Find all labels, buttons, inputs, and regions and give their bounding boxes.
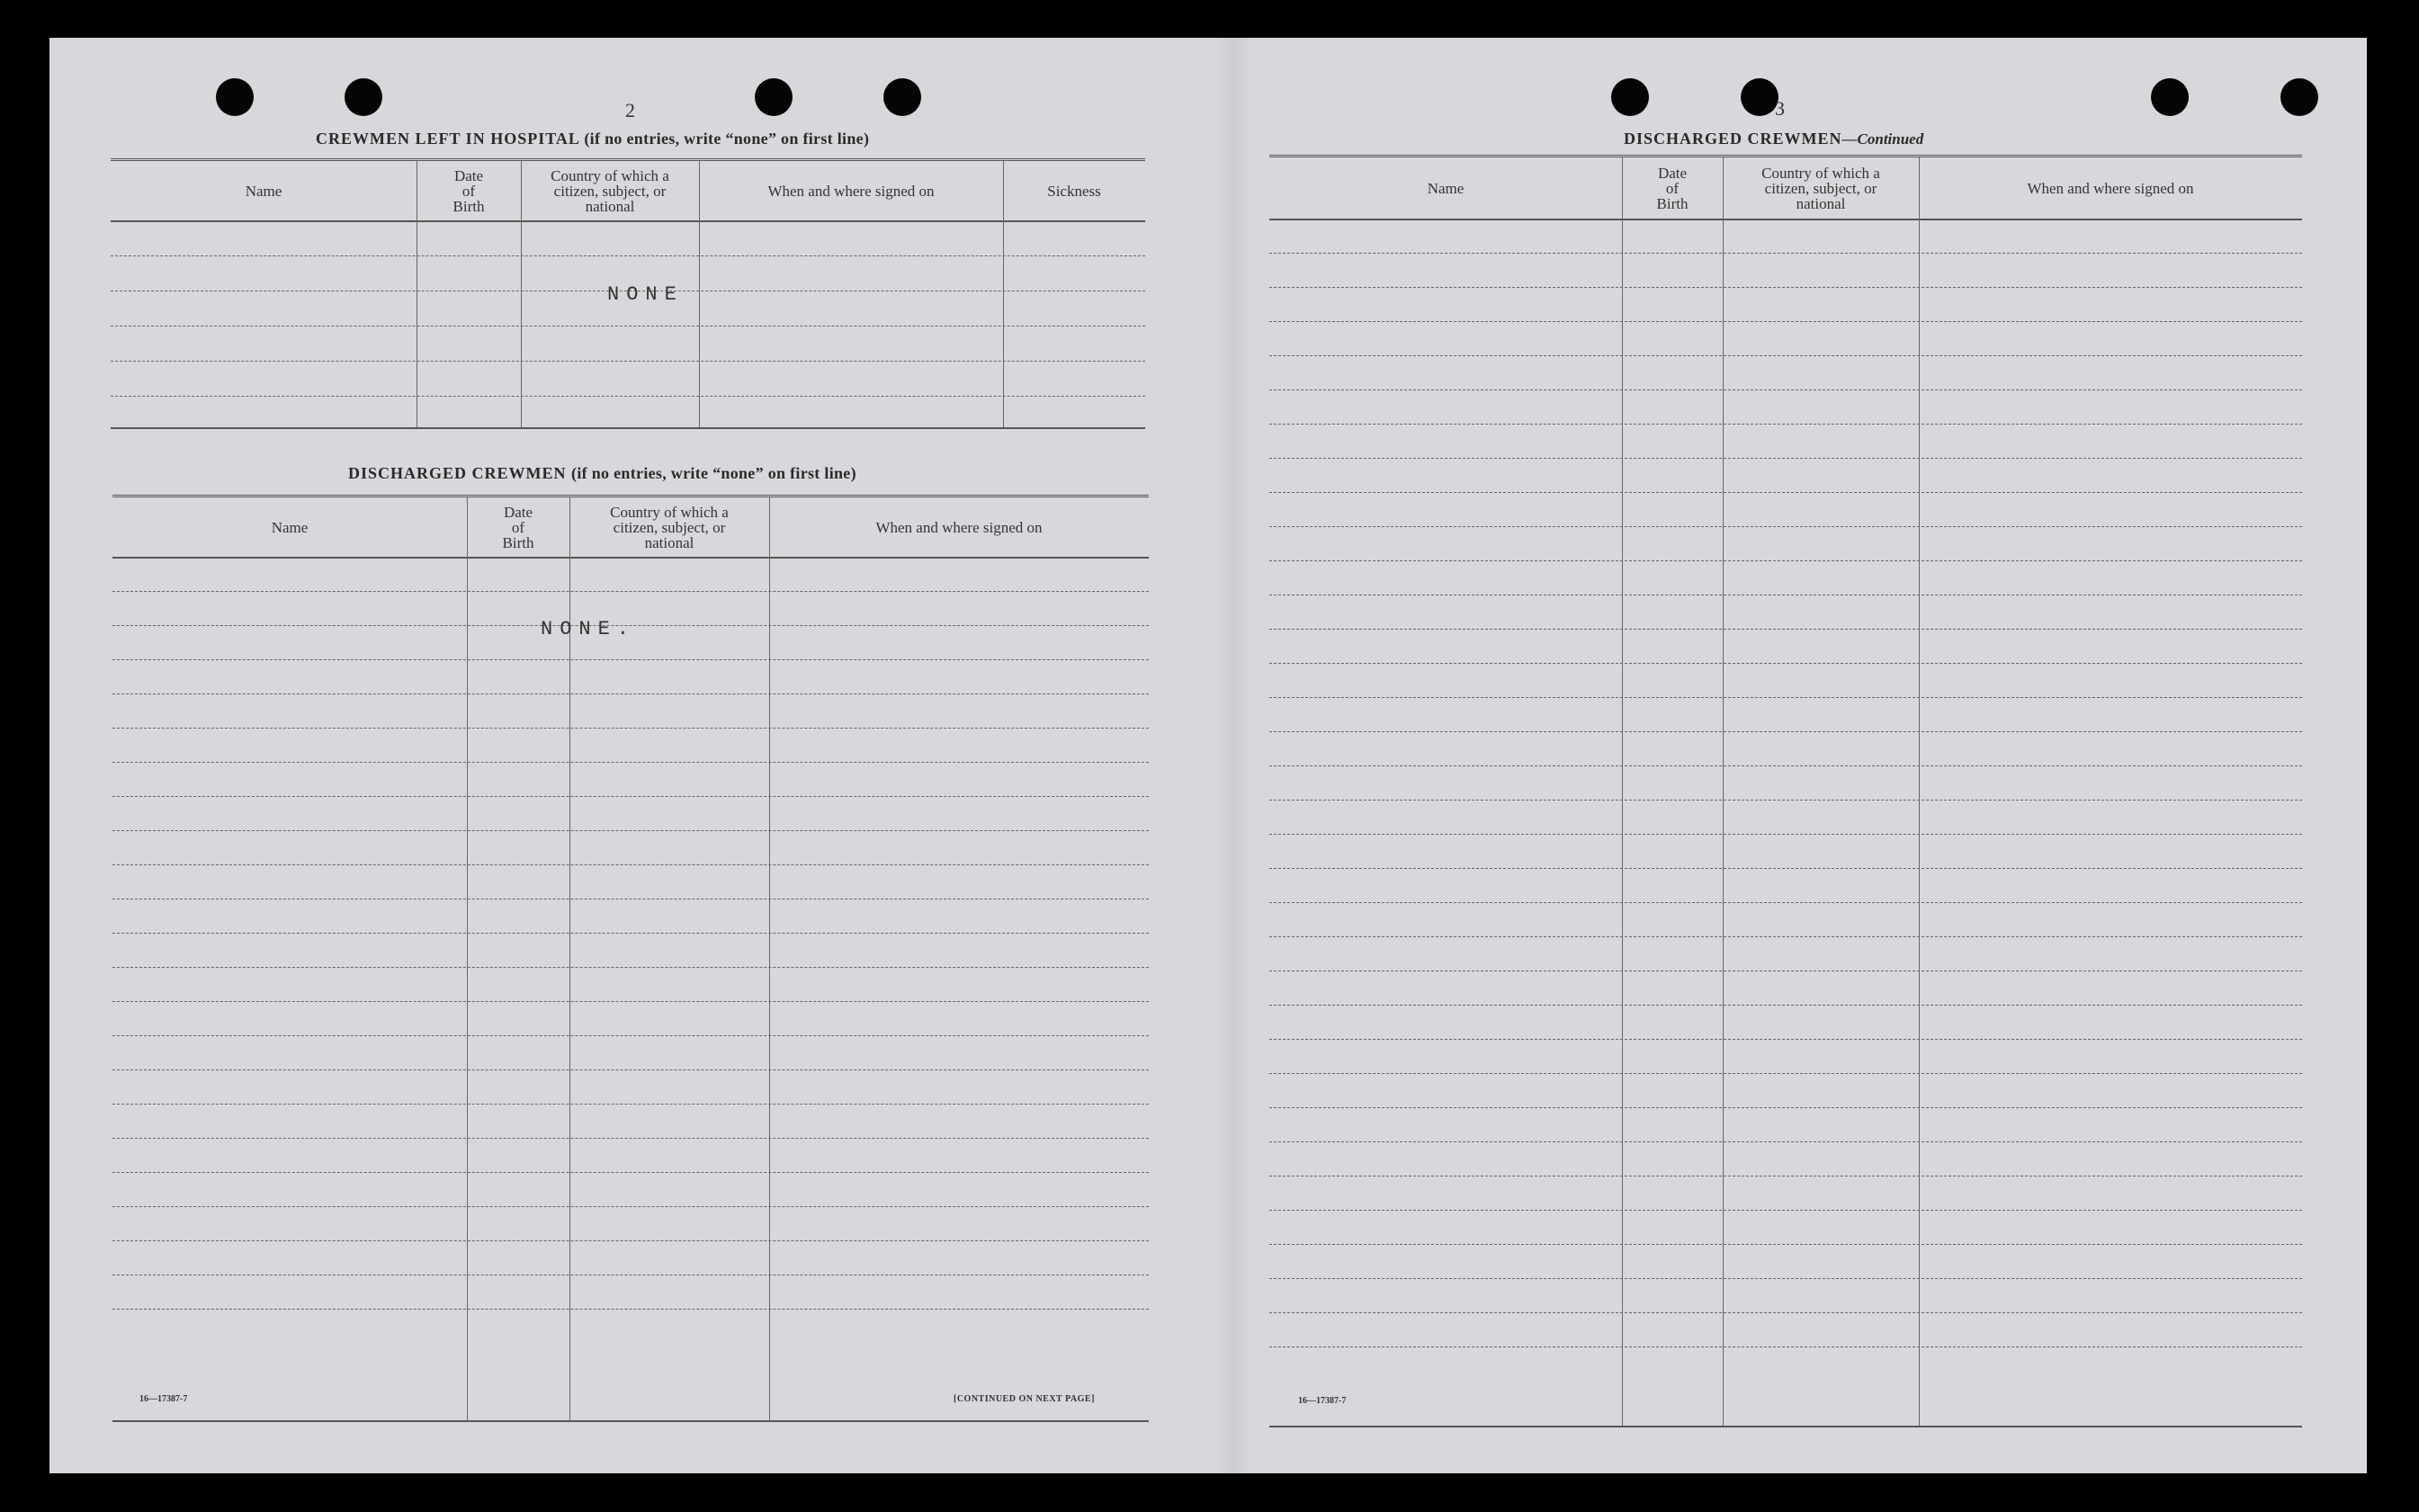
discharged-section-title	[348, 464, 856, 483]
table-row	[112, 659, 1149, 660]
hospital-table-header	[111, 161, 1145, 222]
table-row	[1269, 492, 2302, 493]
col-name-header: Name	[271, 518, 309, 536]
discharged-title-text: DISCHARGED CREWMEN	[348, 464, 567, 482]
table-row	[112, 762, 1149, 763]
hospital-section-title	[316, 130, 869, 148]
table-row	[112, 830, 1149, 831]
table-row	[1269, 253, 2302, 254]
continued-label: —Continued	[1841, 130, 1924, 148]
table-row	[1269, 355, 2302, 356]
table-row	[1269, 1039, 2302, 1040]
discharged-title-note: (if no entries, write “none” on first line)	[571, 464, 856, 482]
table-row	[111, 255, 1145, 256]
table-row	[112, 864, 1149, 865]
col-country-header: Country of which a citizen, subject, or national	[551, 166, 669, 215]
table-row	[1269, 424, 2302, 425]
discharged-continued-rows	[1269, 219, 2302, 1427]
table-row	[112, 967, 1149, 968]
table-row	[112, 1069, 1149, 1070]
table-row	[112, 933, 1149, 934]
discharged-continued-table	[1269, 155, 2302, 1427]
table-row	[1269, 1141, 2302, 1142]
table-row	[1269, 936, 2302, 937]
col-name-header: Name	[245, 182, 282, 200]
table-bottom-rule	[112, 1420, 1149, 1422]
table-bottom-rule	[111, 427, 1145, 429]
table-row	[112, 1104, 1149, 1105]
table-row	[1269, 321, 2302, 322]
hospital-title-text: CREWMEN LEFT IN HOSPITAL	[316, 130, 579, 148]
table-row	[1269, 1312, 2302, 1313]
table-row	[1269, 663, 2302, 664]
punch-hole	[2280, 78, 2318, 116]
table-row	[111, 396, 1145, 397]
punch-hole	[1611, 78, 1649, 116]
table-row	[1269, 629, 2302, 630]
table-row	[112, 591, 1149, 592]
col-signed-header: When and where signed on	[875, 518, 1043, 536]
punch-hole	[216, 78, 254, 116]
table-row	[1269, 458, 2302, 459]
table-row	[1269, 868, 2302, 869]
table-row	[112, 1172, 1149, 1173]
table-row	[111, 326, 1145, 327]
hospital-table	[111, 158, 1145, 429]
punch-hole	[2151, 78, 2189, 116]
table-row	[1269, 1346, 2302, 1347]
form-code-right: 16—17387-7	[1298, 1396, 1347, 1406]
discharged-typed-entry: NONE.	[541, 618, 637, 640]
table-row	[112, 728, 1149, 729]
table-bottom-rule	[1269, 1426, 2302, 1427]
col-birth-header: Date of Birth	[502, 503, 534, 551]
form-code-left: 16—17387-7	[139, 1394, 188, 1404]
table-row	[1269, 800, 2302, 801]
col-country-header: Country of which a citizen, subject, or national	[610, 503, 729, 551]
table-row	[1269, 902, 2302, 903]
table-row	[1269, 1005, 2302, 1006]
col-birth-header: Date of Birth	[452, 166, 485, 215]
table-row	[1269, 1073, 2302, 1074]
continued-note: [CONTINUED ON NEXT PAGE]	[954, 1394, 1095, 1404]
table-row	[1269, 1244, 2302, 1245]
table-row	[1269, 834, 2302, 835]
table-row	[1269, 765, 2302, 766]
table-row	[1269, 697, 2302, 698]
col-country-header: Country of which a citizen, subject, or national	[1761, 164, 1880, 212]
table-row	[112, 1309, 1149, 1310]
table-row	[112, 1035, 1149, 1036]
table-row	[1269, 1278, 2302, 1279]
document-sheet	[49, 38, 2367, 1473]
col-signed-header: When and where signed on	[767, 182, 935, 200]
punch-hole	[1741, 78, 1778, 116]
table-row	[112, 1001, 1149, 1002]
discharged-continued-text: DISCHARGED CREWMEN	[1624, 130, 1842, 148]
table-row	[112, 1138, 1149, 1139]
col-birth-header: Date of Birth	[1656, 164, 1689, 212]
discharged-table	[112, 495, 1149, 1422]
page-number-left: 2	[625, 99, 635, 121]
discharged-table-header	[112, 497, 1149, 559]
col-signed-header: When and where signed on	[2027, 179, 2194, 197]
table-row	[112, 1206, 1149, 1207]
col-sickness-header: Sickness	[1047, 182, 1101, 200]
col-name-header: Name	[1427, 179, 1465, 197]
table-row	[112, 796, 1149, 797]
table-row	[1269, 389, 2302, 390]
punch-hole	[345, 78, 382, 116]
table-row	[1269, 1107, 2302, 1108]
table-row	[111, 361, 1145, 362]
page-number-right: 3	[1775, 97, 1785, 120]
discharged-continued-header	[1269, 157, 2302, 220]
table-row	[112, 693, 1149, 694]
discharged-continued-title	[1624, 130, 1923, 148]
hospital-table-rows	[111, 220, 1145, 429]
punch-hole	[755, 78, 793, 116]
punch-hole	[883, 78, 921, 116]
table-row	[112, 1240, 1149, 1241]
table-row	[1269, 287, 2302, 288]
hospital-title-note: (if no entries, write “none” on first line)	[584, 130, 870, 148]
discharged-table-rows	[112, 557, 1149, 1422]
table-row	[1269, 560, 2302, 561]
table-row	[1269, 1210, 2302, 1211]
hospital-typed-entry: NONE	[607, 283, 684, 306]
table-row	[1269, 731, 2302, 732]
center-fold	[1215, 38, 1251, 1473]
table-row	[1269, 526, 2302, 527]
